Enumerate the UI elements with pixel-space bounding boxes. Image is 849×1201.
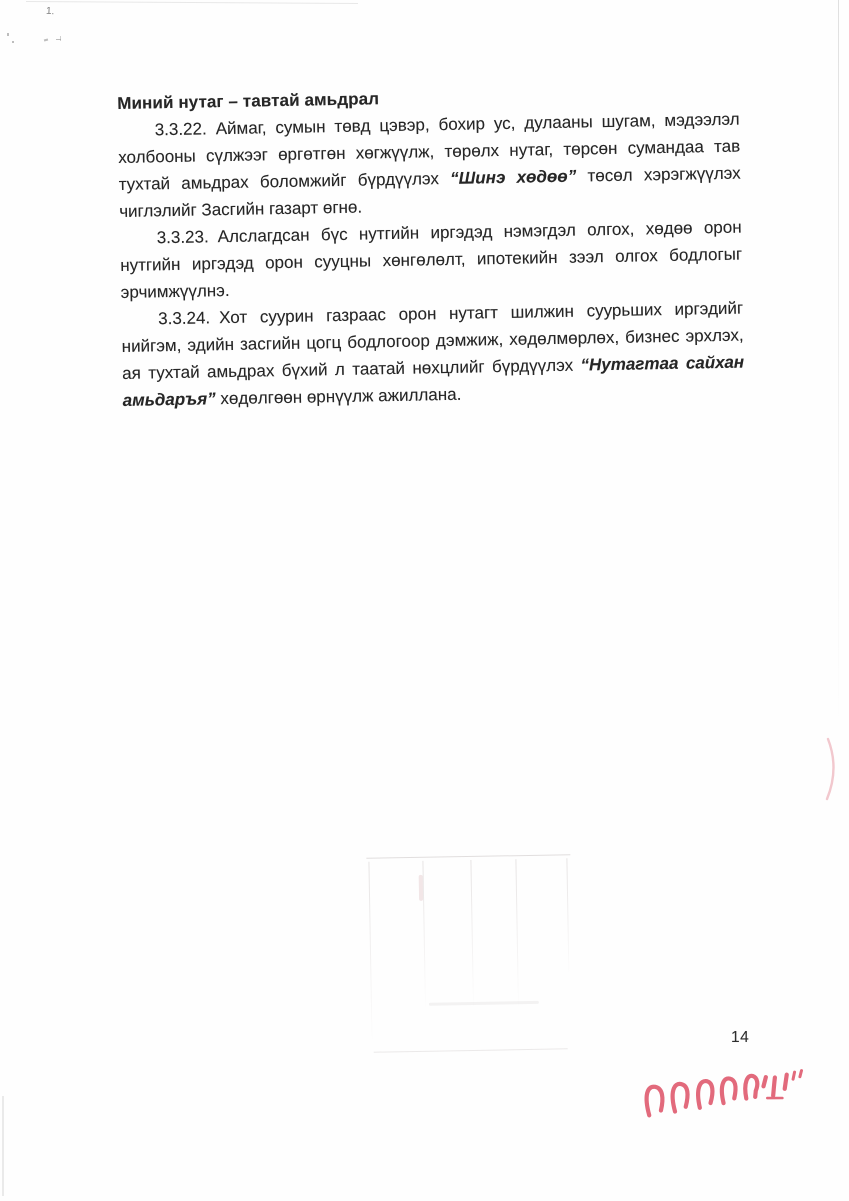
paragraph-3-3-22	[117, 106, 741, 225]
section-heading: Миний нутаг – тавтай амьдрал	[117, 89, 380, 113]
paragraph-text: хөдөлгөөн өрнүүлж ажиллана.	[215, 384, 462, 409]
scan-artifact-left-line	[2, 1096, 4, 1196]
scan-speck	[44, 39, 48, 42]
paragraph-text: Хот суурин газраас орон нутагт шилжин суурьших иргэдийг нийгэм, эдийн засгийн цогц бодлогоор дэмжиж, хөдөлмөрлөх, бизнес эрхлэх, ая тухтай амьдрах бүхий л таатай нөхцлийг бүрдүүлэх	[121, 298, 744, 383]
quoted-program-name: “Нутагтаа сайхан амьдаръя”	[122, 352, 745, 410]
handwritten-red-marks	[639, 1066, 812, 1124]
paragraph-text: Аймаг, сумын төвд цэвэр, бохир ус, дулааны шугам, мэдээлэл холбооны сүлжээг өргөтгөн хөгжүүлж, төрөлх нутаг, төрсөн сумандаа тав тухтай амьдрах боломжийг бүрдүүлэх	[118, 109, 741, 194]
paragraph-number: 3.3.23.	[156, 227, 209, 248]
scan-artifact-right-line	[838, 0, 839, 730]
scan-speck	[7, 33, 9, 36]
scan-artifact-corner-mark: 1.	[45, 5, 55, 18]
scan-artifact-top-line	[26, 1, 358, 4]
paragraph-number: 3.3.22.	[154, 119, 207, 140]
paragraph-3-3-23	[119, 214, 742, 306]
scan-speck	[60, 36, 61, 41]
paragraph-3-3-24	[121, 295, 745, 414]
reverse-side-bleed-through	[366, 850, 573, 1053]
quoted-program-name: “Шинэ хөдөө”	[450, 166, 577, 188]
page-number: 14	[731, 1029, 750, 1046]
document-text-block	[117, 79, 745, 414]
paragraph-text: Алслагдсан бүс нутгийн иргэдэд нэмэгдэл олгох, хөдөө орон нутгийн иргэдэд орон сууцны хөнгөлөлт, ипотекийн зээл олгох бодлогыг эрчимжүүлнэ.	[120, 217, 743, 302]
scan-speck	[12, 41, 14, 43]
red-pen-margin-mark	[823, 737, 841, 801]
paragraph-number: 3.3.24.	[158, 308, 211, 329]
paragraph-text: төсөл хэрэгжүүлэх чиглэлийг Засгийн газарт өгнө.	[119, 163, 741, 221]
